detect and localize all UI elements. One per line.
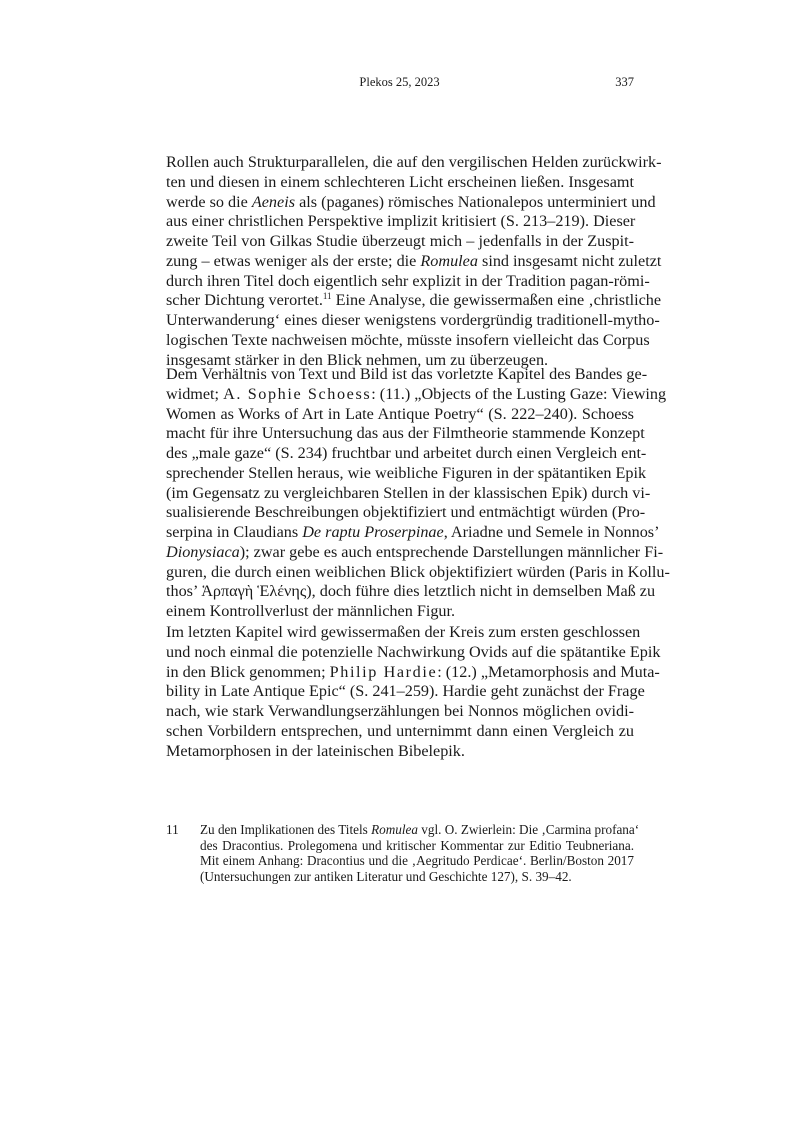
text-line <box>200 822 640 838</box>
text-run: sualisierende Beschreibungen objektifiziert und entmächtigt würden (Pro- <box>166 503 646 522</box>
text-line <box>166 173 634 193</box>
text-line <box>166 444 647 464</box>
text-line <box>166 212 634 232</box>
text-line <box>166 483 651 504</box>
text-run: des Dracontius. Prolegomena und kritischer Kommentar zur Editio Teubneriana. <box>200 837 634 853</box>
text-run: sind insgesamt nicht zuletzt <box>477 251 662 270</box>
text-line <box>166 192 656 213</box>
text-run: (im Gegensatz zu vergleichbaren Stellen in der klassischen Epik) durch vi- <box>166 483 651 502</box>
footnote-reference[interactable]: 11 <box>322 291 332 302</box>
text-run: Unterwanderung‘ eines dieser wenigstens vordergründig traditionell-mytho- <box>166 311 660 329</box>
text-run: Mit einem Anhang: Dracontius und die ‚Aegritudo Perdicae‘. Berlin/Boston 2017 <box>200 853 634 869</box>
text-run: Metamorphosen in der lateinischen Bibelepik. <box>166 741 465 760</box>
text-run: sprechender Stellen heraus, wie weibliche Figuren in der spätantiken Epik <box>166 463 647 482</box>
text-run: : (11.) „Objects of the Lusting Gaze: Viewing <box>371 384 667 403</box>
author-name: A. Sophie Schoess <box>223 384 372 403</box>
text-run: zung – etwas weniger als der erste; die <box>166 251 421 270</box>
italic-title: Romulea <box>420 251 478 270</box>
text-run: und noch einmal die potenzielle Nachwirkung Ovids auf die spätantike Epik <box>166 642 661 661</box>
text-run: serpina in Claudians <box>166 523 303 541</box>
text-run: widmet; <box>166 384 224 403</box>
text-line <box>166 542 664 563</box>
page-number: 337 <box>615 75 634 89</box>
text-line <box>200 838 634 854</box>
text-run: Dem Verhältnis von Text und Bild ist das vorletzte Kapitel des Bandes ge- <box>166 365 648 383</box>
text-line <box>200 853 634 869</box>
text-run: in den Blick genommen; <box>166 662 330 681</box>
text-line <box>166 232 634 252</box>
text-line <box>166 602 634 622</box>
text-run: schen Vorbildern entsprechen, und unternimmt dann einen Vergleich zu <box>166 721 634 740</box>
text-run: macht für ihre Untersuchung das aus der Filmtheorie stammende Konzept <box>166 424 645 443</box>
text-line <box>166 271 650 292</box>
author-name: Philip Hardie <box>329 662 438 681</box>
text-run: werde so die <box>166 192 252 211</box>
text-line <box>166 642 661 663</box>
text-run: logischen Texte nachweisen möchte, müsste insofern vielleicht das Corpus <box>166 330 650 349</box>
text-run: zweite Teil von Gilkas Studie überzeugt mich – jedenfalls in der Zuspit- <box>166 232 634 250</box>
footnote-number: 11 <box>166 822 179 837</box>
text-run: vgl. O. Zwierlein: Die ‚Carmina profana‘ <box>417 822 640 837</box>
text-line <box>166 384 667 405</box>
text-line <box>166 251 662 272</box>
text-run: durch ihren Titel doch eigentlich sehr explizit in der Tradition pagan-römi- <box>166 271 650 290</box>
text-line <box>166 311 660 331</box>
text-line <box>166 330 650 351</box>
text-run: Rollen auch Strukturparallelen, die auf den vergilischen Helden zurückwirk- <box>166 153 662 171</box>
text-run: ten und diesen in einem schlechteren Licht erscheinen ließen. Insgesamt <box>166 172 634 191</box>
text-run: (Untersuchungen zur antiken Literatur und Geschichte 127), S. 39–42. <box>200 869 572 885</box>
text-run: Im letzten Kapitel wird gewissermaßen der Kreis zum ersten geschlossen <box>166 623 641 641</box>
text-run: guren, die durch einen weiblichen Blick objektifiziert würden (Paris in Kollu- <box>166 562 670 581</box>
running-header-journal: Plekos 25, 2023 <box>359 75 440 89</box>
text-run: insgesamt stärker in den Blick nehmen, um zu überzeugen. <box>166 350 549 369</box>
text-line <box>200 869 634 885</box>
text-run: bility in Late Antique Epic“ (S. 241–259). Hardie geht zunächst der Frage <box>166 682 645 701</box>
text-line <box>166 742 634 762</box>
text-line <box>166 662 660 683</box>
italic-title: De raptu Proserpinae <box>302 523 444 541</box>
text-run: als (paganes) römisches Nationalepos unterminiert und <box>295 192 656 211</box>
text-line <box>166 582 656 602</box>
text-line <box>166 682 645 702</box>
footnote-text <box>200 822 640 885</box>
italic-title: Dionysiaca <box>166 542 240 561</box>
text-run: aus einer christlichen Perspektive implizit kritisiert (S. 213–219). Dieser <box>166 212 636 231</box>
text-run: : (12.) „Metamorphosis and Muta- <box>437 662 660 681</box>
text-run: scher Dichtung verortet. <box>166 291 323 310</box>
text-line <box>166 503 646 523</box>
text-run: , Ariadne und Semele in Nonnos’ <box>443 523 660 541</box>
text-line <box>166 291 662 311</box>
paragraph-schoess-gaze <box>166 365 670 622</box>
text-line <box>166 463 647 484</box>
text-line <box>166 562 670 583</box>
italic-title: Aeneis <box>251 192 296 211</box>
text-line <box>166 623 641 643</box>
text-run: einem Kontrollverlust der männlichen Figur. <box>166 602 456 620</box>
paragraph-hardie-metamorphosis <box>166 623 661 761</box>
paragraph-gilka-romulea <box>166 153 662 370</box>
italic-title: Romulea <box>371 822 418 837</box>
text-line <box>166 153 662 173</box>
text-run: Women as Works of Art in Late Antique Poetry“ (S. 222–240). Schoess <box>166 404 634 423</box>
text-line <box>166 523 660 543</box>
text-line <box>166 365 648 385</box>
text-run: Eine Analyse, die gewissermaßen eine ‚christliche <box>331 291 662 310</box>
text-run: nach, wie stark Verwandlungserzählungen bei Nonnos möglichen ovidi- <box>166 702 634 720</box>
text-line <box>166 722 634 742</box>
text-line <box>166 424 645 444</box>
text-line <box>166 702 634 722</box>
text-run: thos’ Ἁρπαγὴ Ἑλένης), doch führe dies letztlich nicht in demselben Maß zu <box>166 582 656 601</box>
text-run: Zu den Implikationen des Titels <box>200 822 372 837</box>
text-line <box>166 405 634 425</box>
text-run: des „male gaze“ (S. 234) fruchtbar und arbeitet durch einen Vergleich ent- <box>166 444 647 462</box>
text-run: ); zwar gebe es auch entsprechende Darstellungen männlicher Fi- <box>239 542 664 561</box>
